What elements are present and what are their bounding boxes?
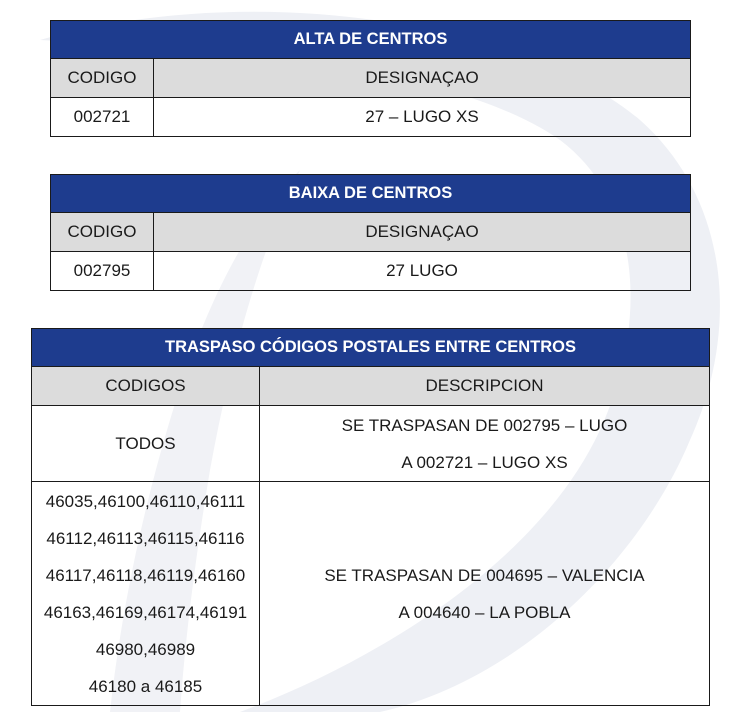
alta-col-code-header: CODIGO xyxy=(51,59,154,98)
traspaso-code-line: 46980,46989 xyxy=(95,639,196,659)
traspaso-desc-cell xyxy=(260,406,710,482)
traspaso-desc-cell xyxy=(260,482,710,706)
traspaso-desc-line: A 004640 – LA POBLA xyxy=(398,602,571,622)
baixa-col-code-header: CODIGO xyxy=(51,213,154,252)
traspaso-codes-cell xyxy=(32,406,260,482)
traspaso-code-line: 46117,46118,46119,46160 xyxy=(45,565,246,585)
traspaso-code-line: TODOS xyxy=(115,433,176,453)
table-row xyxy=(32,406,710,482)
table-row xyxy=(51,252,691,291)
baixa-name-cell: 27 LUGO xyxy=(154,252,691,291)
table-row xyxy=(32,482,710,706)
alta-name-cell: 27 – LUGO XS xyxy=(154,98,691,137)
traspaso-code-line: 46035,46100,46110,46111 xyxy=(45,491,246,511)
traspaso-col-desc-header: DESCRIPCION xyxy=(260,367,710,406)
alta-centros-table xyxy=(50,20,691,137)
alta-centros-title: ALTA DE CENTROS xyxy=(51,21,691,59)
traspaso-code-line: 46112,46113,46115,46116 xyxy=(46,528,245,548)
traspaso-desc-line: SE TRASPASAN DE 004695 – VALENCIA xyxy=(324,565,645,585)
traspaso-desc-line: SE TRASPASAN DE 002795 – LUGO xyxy=(341,415,628,435)
traspaso-code-line: 46163,46169,46174,46191 xyxy=(43,602,248,622)
baixa-centros-table xyxy=(50,174,691,291)
baixa-code-cell: 002795 xyxy=(51,252,154,291)
traspaso-code-line: 46180 a 46185 xyxy=(88,676,203,696)
baixa-col-name-header: DESIGNAÇAO xyxy=(154,213,691,252)
traspaso-col-codes-header: CODIGOS xyxy=(32,367,260,406)
traspaso-desc-line: A 002721 – LUGO XS xyxy=(401,452,568,472)
baixa-centros-title: BAIXA DE CENTROS xyxy=(51,175,691,213)
traspaso-table xyxy=(31,328,710,706)
alta-col-name-header: DESIGNAÇAO xyxy=(154,59,691,98)
traspaso-title: TRASPASO CÓDIGOS POSTALES ENTRE CENTROS xyxy=(32,329,710,367)
alta-code-cell: 002721 xyxy=(51,98,154,137)
table-row xyxy=(51,98,691,137)
traspaso-codes-cell xyxy=(32,482,260,706)
